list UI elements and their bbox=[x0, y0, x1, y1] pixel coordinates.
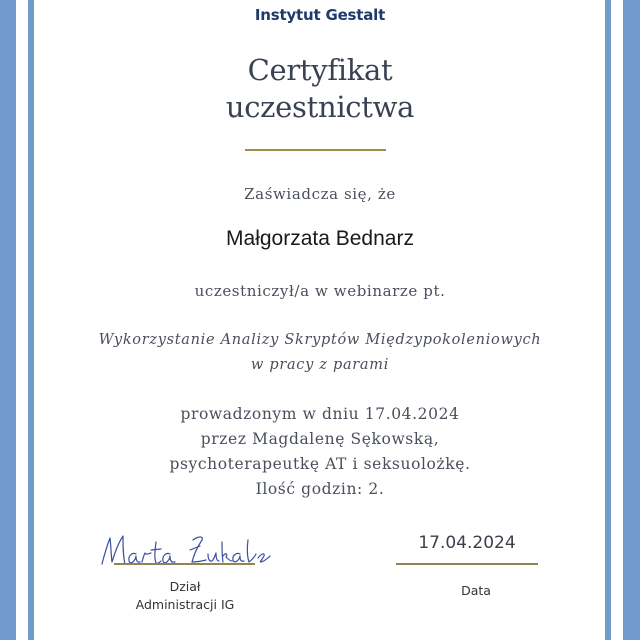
title-line-1: Certyfikat bbox=[247, 53, 393, 87]
institute-name: Instytut Gestalt bbox=[254, 6, 386, 24]
details-presenter-line: przez Magdalenę Sękowską, bbox=[200, 430, 440, 448]
signature-label-line-1: Dział bbox=[169, 579, 201, 594]
title-line-2: uczestnictwa bbox=[225, 90, 415, 124]
participation-text: uczestniczył/a w webinarze pt. bbox=[194, 282, 446, 300]
participant-name: Małgorzata Bednarz bbox=[226, 227, 414, 250]
details-presenter-title-line: psychoterapeutkę AT i seksuolożkę. bbox=[169, 455, 471, 473]
signature-line bbox=[114, 563, 255, 565]
signature-label bbox=[100, 578, 270, 614]
intro-text: Zaświadcza się, że bbox=[244, 185, 396, 203]
date-value: 17.04.2024 bbox=[418, 533, 516, 553]
title-divider bbox=[245, 149, 386, 151]
webinar-title bbox=[0, 328, 640, 378]
date-label: Data bbox=[461, 583, 491, 598]
signature-label-line-2: Administracji IG bbox=[135, 597, 235, 612]
webinar-details bbox=[0, 402, 640, 502]
certificate-title bbox=[0, 52, 640, 126]
date-line bbox=[396, 563, 538, 565]
details-date-line: prowadzonym w dniu 17.04.2024 bbox=[180, 405, 460, 423]
webinar-title-line-1: Wykorzystanie Analizy Skryptów Międzypokoleniowych bbox=[98, 332, 542, 348]
details-hours-line: Ilość godzin: 2. bbox=[255, 480, 385, 498]
webinar-title-line-2: w pracy z parami bbox=[250, 357, 390, 373]
